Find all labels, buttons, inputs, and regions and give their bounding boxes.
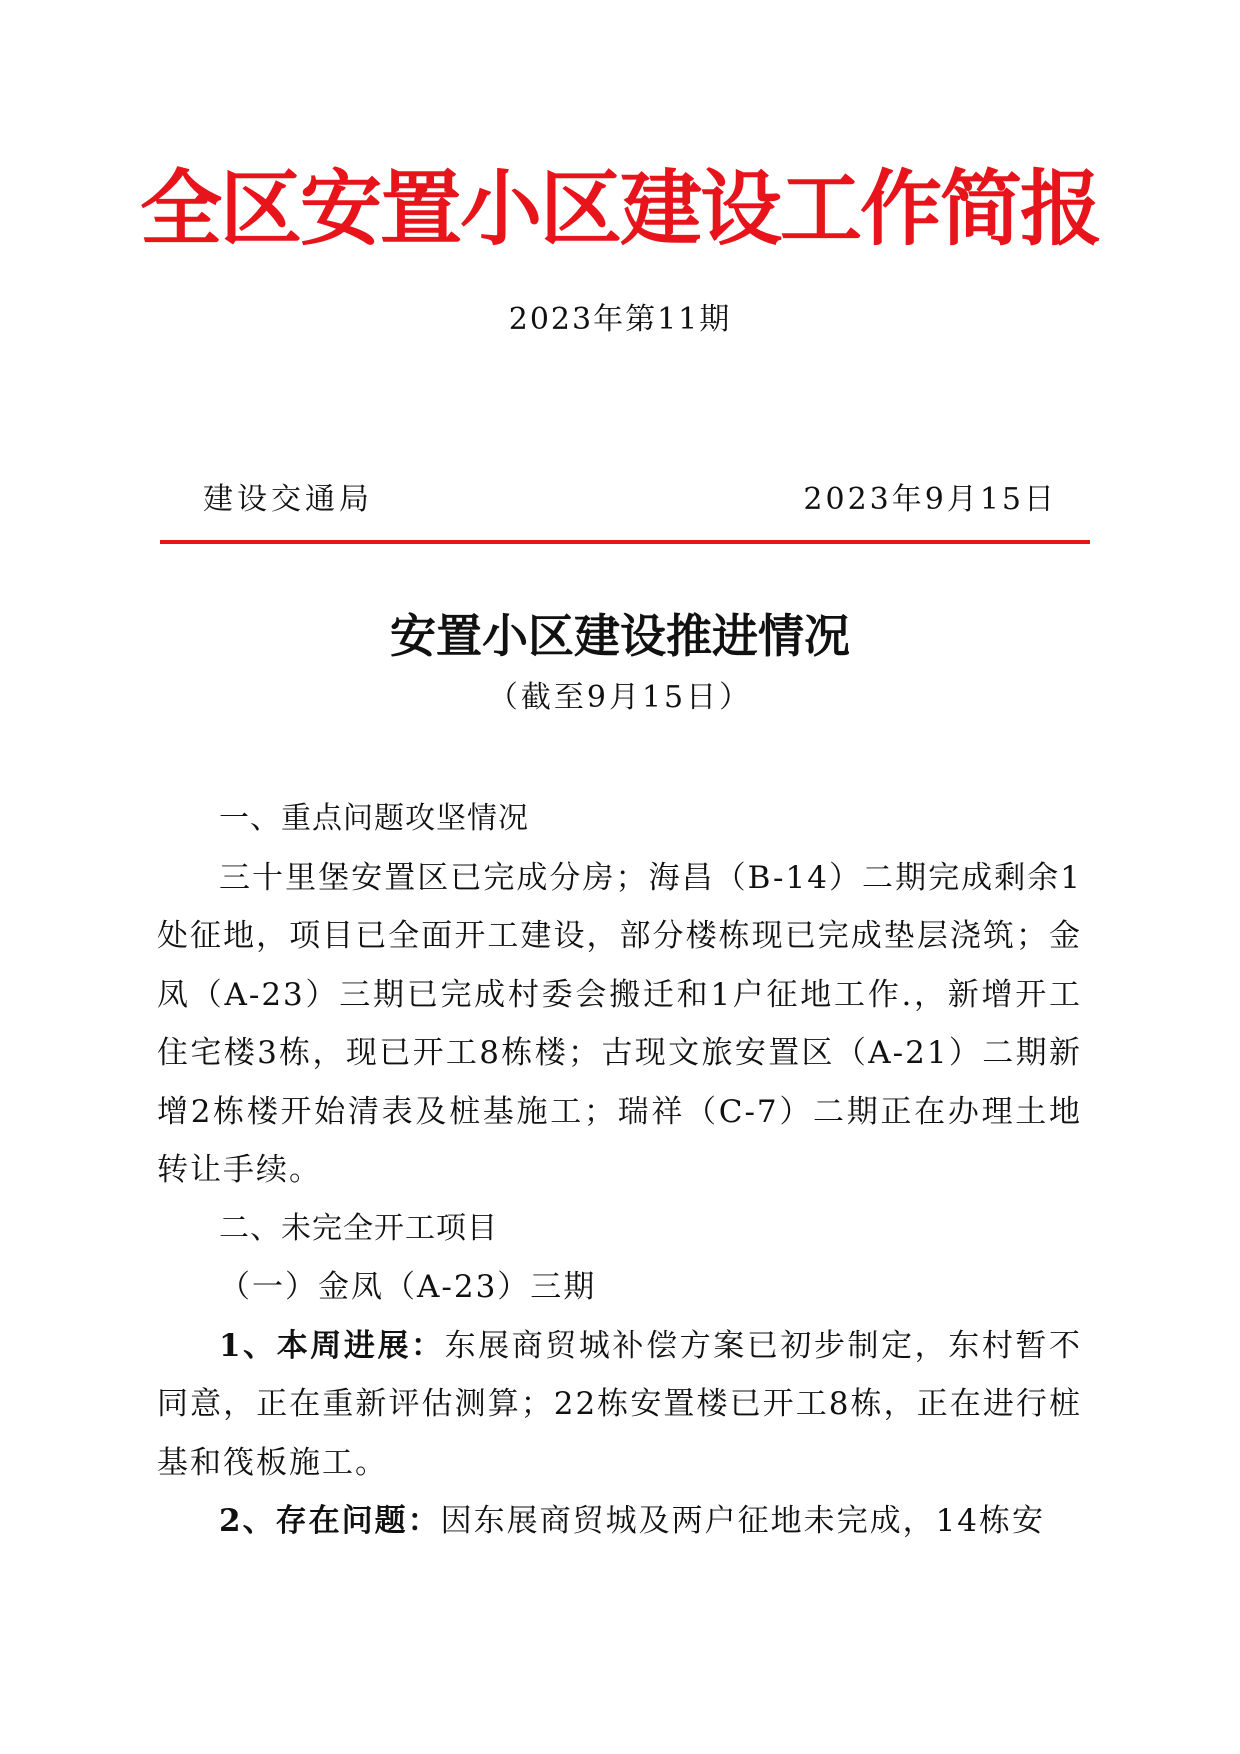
bulletin-title: 全区安置小区建设工作简报 [139,162,1100,257]
issue-number: 2023年第11期 [508,302,732,337]
item-1-paragraph [157,1317,1082,1493]
issue-date: 2023年9月15日 [803,482,1057,517]
subsection-1-heading: （一）金凤（A-23）三期 [219,1269,597,1305]
item-1-text: 东展商贸城补偿方案已初步制定，东村暂不同意，正在重新评估测算；22栋安置楼已开工8栋，正在进行桩基和筏板施工。 [157,1327,1082,1481]
section-1-paragraph: 三十里堡安置区已完成分房；海昌（B-14）二期完成剩余1处征地，项目已全面开工建设，部分楼栋现已完成垫层浇筑；金凤（A-23）三期已完成村委会搬迁和1户征地工作.，新增开工住宅楼3栋，现已开工8栋楼；古现文旅安置区（A-21）二期新增2栋楼开始清表及桩基施工；瑞祥（C-7）二期正在办理土地转让手续。 [157,859,1082,1188]
issuer: 建设交通局 [203,482,373,517]
section-2-heading: 二、未完全开工项目 [219,1210,498,1246]
item-1-label: 1、本周进展： [219,1327,445,1364]
item-2-label: 2、存在问题： [219,1503,441,1539]
document-body [157,790,1082,1551]
item-2-text: 因东展商贸城及两户征地未完成，14栋安 [440,1503,1046,1539]
item-2-paragraph [157,1492,1082,1551]
report-title: 安置小区建设推进情况 [390,609,850,663]
section-1-heading: 一、重点问题攻坚情况 [219,801,529,836]
report-subtitle: （截至9月15日） [487,680,753,715]
red-divider [160,540,1090,544]
